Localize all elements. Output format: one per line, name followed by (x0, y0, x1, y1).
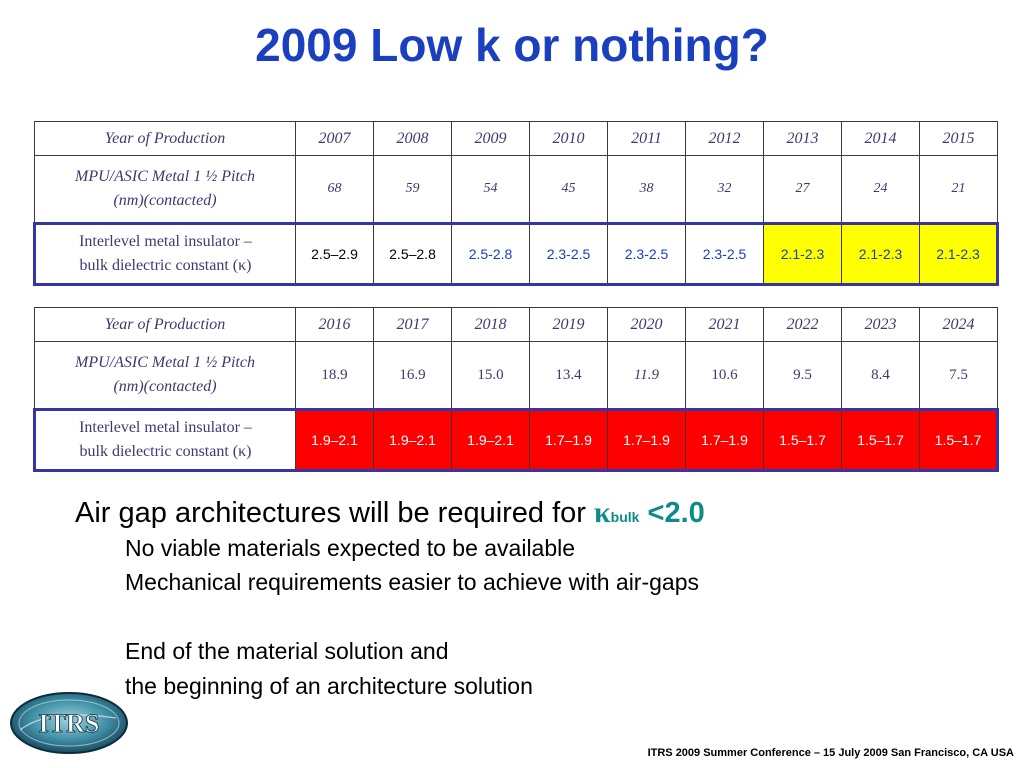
footer-text: ITRS 2009 Summer Conference – 15 July 2009 San Francisco, CA USA (647, 747, 1014, 759)
pitch-cell: 21 (920, 156, 998, 224)
kappa-threshold: <2.0 (639, 497, 705, 529)
dielectric-label-line2: bulk dielectric constant (κ) (79, 257, 252, 274)
pitch-label-line2: (nm)(contacted) (113, 378, 217, 395)
pitch-cell: 8.4 (842, 342, 920, 410)
dielectric-cell: 2.3-2.5 (686, 224, 764, 285)
dielectric-cell: 2.5-2.8 (452, 224, 530, 285)
pitch-cell: 10.6 (686, 342, 764, 410)
bullet-list (75, 493, 705, 699)
itrs-logo (8, 690, 130, 756)
dielectric-row (35, 410, 998, 471)
dielectric-cell: 2.5–2.9 (296, 224, 374, 285)
dielectric-row (35, 224, 998, 285)
dielectric-cell: 2.3-2.5 (608, 224, 686, 285)
dielectric-cell-highlighted: 2.1-2.3 (842, 224, 920, 285)
dielectric-label-line2: bulk dielectric constant (κ) (79, 443, 252, 460)
sub-bullet: the beginning of an architecture solution (125, 673, 533, 699)
year-cell: 2017 (374, 308, 452, 342)
dielectric-cell-highlighted: 1.7–1.9 (608, 410, 686, 471)
pitch-cell: 32 (686, 156, 764, 224)
sub-bullet: No viable materials expected to be available (125, 535, 576, 561)
year-cell: 2009 (452, 122, 530, 156)
year-cell: 2008 (374, 122, 452, 156)
year-cell: 2007 (296, 122, 374, 156)
main-bullet (75, 493, 705, 537)
dielectric-label-line1: Interlevel metal insulator – (79, 233, 252, 250)
pitch-cell: 59 (374, 156, 452, 224)
pitch-label (35, 342, 296, 410)
year-cell: 2012 (686, 122, 764, 156)
year-cell: 2011 (608, 122, 686, 156)
pitch-cell: 68 (296, 156, 374, 224)
kappa-subscript: bulk (610, 509, 640, 525)
slide-title: 2009 Low k or nothing? (255, 19, 769, 71)
pitch-cell: 7.5 (920, 342, 998, 410)
pitch-cell: 24 (842, 156, 920, 224)
dielectric-cell: 2.5–2.8 (374, 224, 452, 285)
pitch-label (35, 156, 296, 224)
pitch-row (35, 156, 998, 224)
pitch-cell: 16.9 (374, 342, 452, 410)
dielectric-cell-highlighted: 1.7–1.9 (686, 410, 764, 471)
year-cell: 2015 (920, 122, 998, 156)
dielectric-cell-highlighted: 2.1-2.3 (764, 224, 842, 285)
dielectric-cell-highlighted: 1.5–1.7 (920, 410, 998, 471)
pitch-cell: 13.4 (530, 342, 608, 410)
pitch-cell: 38 (608, 156, 686, 224)
dielectric-label (35, 224, 296, 285)
year-cell: 2019 (530, 308, 608, 342)
dielectric-label-line1: Interlevel metal insulator – (79, 419, 252, 436)
year-cell: 2018 (452, 308, 530, 342)
pitch-cell: 18.9 (296, 342, 374, 410)
dielectric-cell-highlighted: 1.5–1.7 (842, 410, 920, 471)
year-cell: 2021 (686, 308, 764, 342)
year-row (35, 122, 998, 156)
year-cell: 2013 (764, 122, 842, 156)
roadmap-table-2016-2024 (33, 307, 999, 472)
logo-text: ITRS (38, 709, 100, 738)
dielectric-cell: 2.3-2.5 (530, 224, 608, 285)
dielectric-cell-highlighted: 2.1-2.3 (920, 224, 998, 285)
pitch-cell: 27 (764, 156, 842, 224)
sub-bullet: End of the material solution and (125, 638, 449, 664)
pitch-cell: 45 (530, 156, 608, 224)
year-cell: 2022 (764, 308, 842, 342)
pitch-label-line1: MPU/ASIC Metal 1 ½ Pitch (75, 354, 255, 371)
pitch-label-line1: MPU/ASIC Metal 1 ½ Pitch (75, 168, 255, 185)
pitch-cell: 9.5 (764, 342, 842, 410)
pitch-cell: 15.0 (452, 342, 530, 410)
year-label: Year of Production (35, 122, 296, 156)
dielectric-cell-highlighted: 1.9–2.1 (374, 410, 452, 471)
year-cell: 2024 (920, 308, 998, 342)
year-cell: 2020 (608, 308, 686, 342)
pitch-row (35, 342, 998, 410)
year-label: Year of Production (35, 308, 296, 342)
year-cell: 2010 (530, 122, 608, 156)
sub-bullet: Mechanical requirements easier to achieve with air-gaps (125, 569, 700, 595)
dielectric-cell-highlighted: 1.9–2.1 (452, 410, 530, 471)
year-row (35, 308, 998, 342)
dielectric-label (35, 410, 296, 471)
dielectric-cell-highlighted: 1.9–2.1 (296, 410, 374, 471)
pitch-cell: 11.9 (608, 342, 686, 410)
main-bullet-text: Air gap architectures will be required for (75, 497, 595, 529)
roadmap-table-2007-2015 (33, 121, 999, 286)
pitch-cell: 54 (452, 156, 530, 224)
kappa-symbol: κ (594, 496, 611, 529)
dielectric-cell-highlighted: 1.5–1.7 (764, 410, 842, 471)
year-cell: 2014 (842, 122, 920, 156)
year-cell: 2016 (296, 308, 374, 342)
dielectric-cell-highlighted: 1.7–1.9 (530, 410, 608, 471)
year-cell: 2023 (842, 308, 920, 342)
pitch-label-line2: (nm)(contacted) (113, 192, 217, 209)
